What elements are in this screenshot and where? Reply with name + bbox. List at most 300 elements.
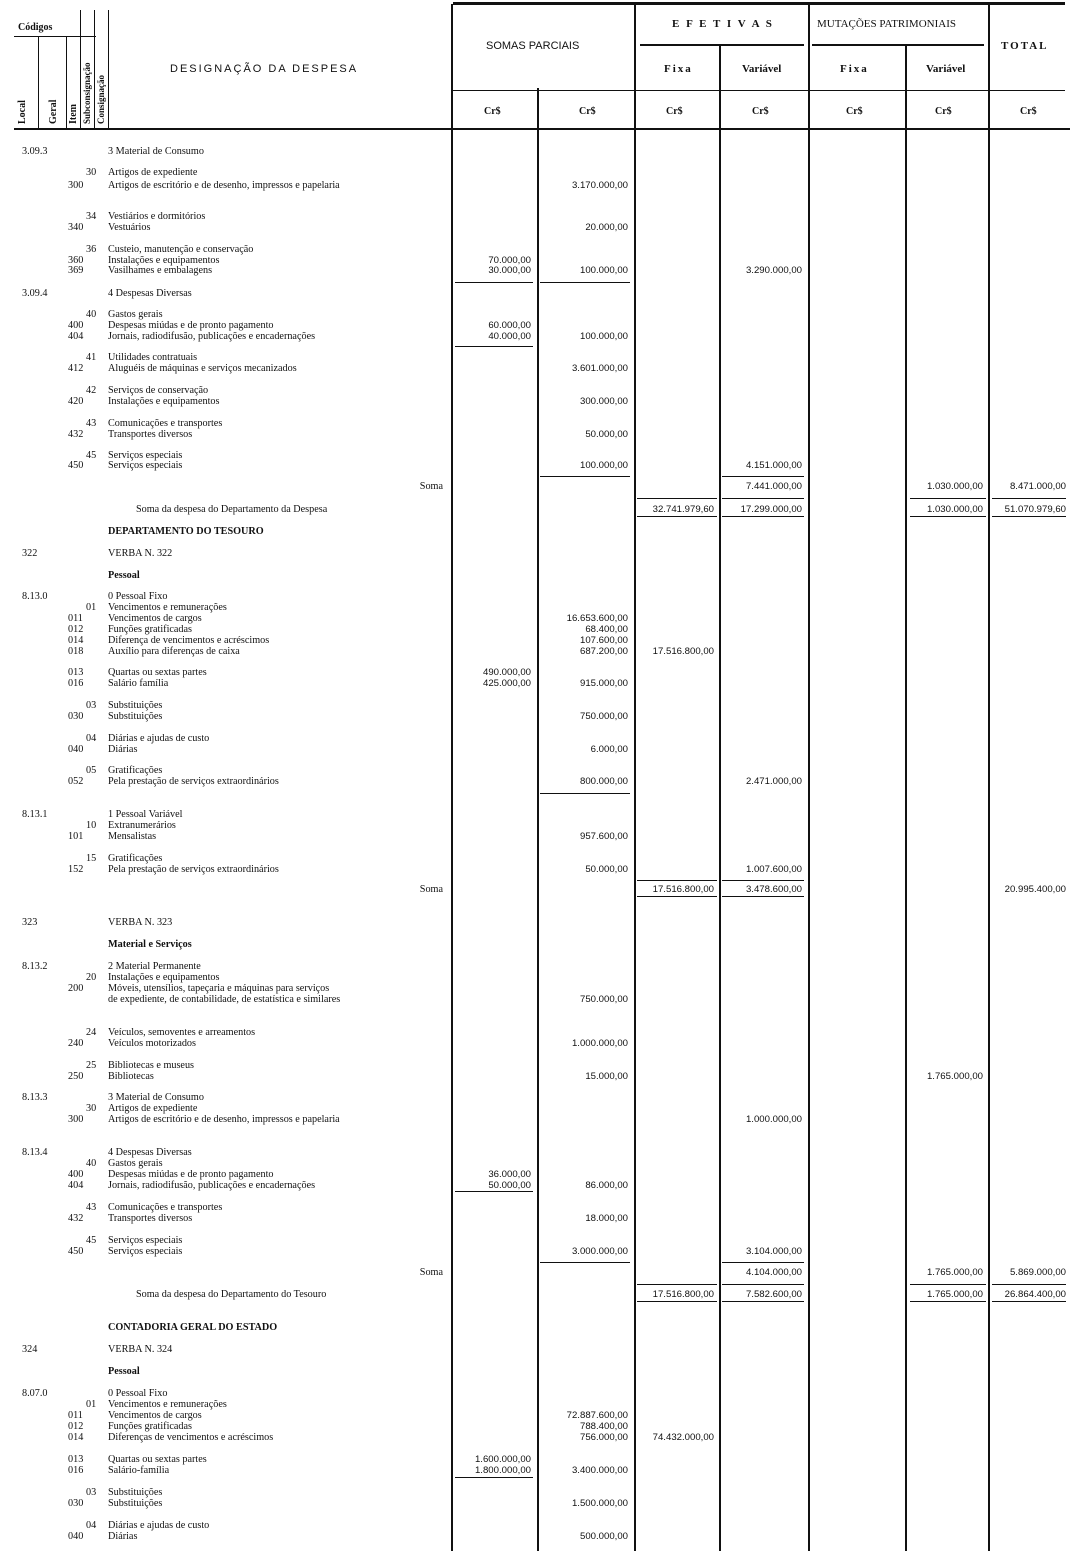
- code-line-4: [94, 10, 95, 128]
- amount-c1: 1.800.000,00: [474, 1465, 531, 1476]
- item-code: 152: [68, 864, 84, 875]
- sum-rule: [910, 516, 986, 517]
- row-description: VERBA N. 324: [108, 1344, 173, 1355]
- item-code: 400: [68, 320, 84, 331]
- table-row: [0, 1344, 1092, 1355]
- item-code: 018: [68, 646, 84, 657]
- local-code: 8.13.2: [22, 961, 48, 972]
- sum-rule: [910, 1284, 986, 1285]
- sum-rule: [910, 1301, 986, 1302]
- table-row: [0, 1071, 1092, 1082]
- row-description: Material e Serviços: [108, 939, 192, 950]
- row-description: 2 Material Permanente: [108, 961, 201, 972]
- item-code: 30: [86, 1103, 97, 1114]
- sum-rule: [992, 498, 1066, 499]
- local-code: 8.13.1: [22, 809, 48, 820]
- amount-c2: 915.000,00: [579, 678, 628, 689]
- item-code: 013: [68, 1454, 84, 1465]
- mutacoes-header: MUTAÇÕES PATRIMONIAIS: [817, 18, 956, 30]
- item-code: 369: [68, 265, 84, 276]
- row-description: Vencimentos de cargos: [108, 613, 202, 624]
- row-description: Instalações e equipamentos: [108, 972, 220, 983]
- amount-c4: 7.441.000,00: [745, 481, 802, 492]
- local-code: 3.09.4: [22, 288, 48, 299]
- row-description: Salário-família: [108, 1465, 170, 1476]
- item-code: 300: [68, 180, 84, 191]
- item-code: 012: [68, 1421, 84, 1432]
- row-description: 3 Material de Consumo: [108, 1092, 204, 1103]
- table-row: [0, 1027, 1092, 1038]
- table-row: [0, 624, 1092, 635]
- table-row: [0, 1487, 1092, 1498]
- row-description: VERBA N. 323: [108, 917, 173, 928]
- local-code: 3.09.3: [22, 146, 48, 157]
- table-row: [0, 396, 1092, 407]
- item-code: 04: [86, 1520, 97, 1531]
- table-row: [0, 1038, 1092, 1049]
- table-row: [0, 678, 1092, 689]
- amount-c2: 86.000,00: [585, 1180, 628, 1191]
- table-row: [0, 602, 1092, 613]
- sum-rule: [637, 880, 717, 881]
- row-description: Serviços especiais: [108, 460, 183, 471]
- table-row: [0, 864, 1092, 875]
- row-description: Substituições: [108, 700, 163, 711]
- table-row: [0, 570, 1092, 581]
- amount-c6: 1.765.000,00: [926, 1289, 983, 1300]
- item-code: 10: [86, 820, 97, 831]
- currency-c4: Cr$: [752, 106, 769, 117]
- item-code: 011: [68, 1410, 83, 1421]
- sum-rule: [637, 516, 717, 517]
- table-row: [0, 1322, 1092, 1333]
- row-description: Comunicações e transportes: [108, 1202, 223, 1213]
- table-row: [0, 820, 1092, 831]
- table-row: [0, 211, 1092, 222]
- amount-c1: 425.000,00: [482, 678, 531, 689]
- variavel-header: Variável: [742, 63, 782, 75]
- row-description: 0 Pessoal Fixo: [108, 591, 168, 602]
- row-description: Transportes diversos: [108, 1213, 193, 1224]
- item-code: 101: [68, 831, 84, 842]
- row-description: Bibliotecas e museus: [108, 1060, 195, 1071]
- amount-c2: 100.000,00: [579, 265, 628, 276]
- row-description: Soma: [419, 1267, 443, 1278]
- table-row: [0, 613, 1092, 624]
- item-code: 040: [68, 744, 84, 755]
- row-description: Bibliotecas: [108, 1071, 154, 1082]
- row-description: Funções gratificadas: [108, 1421, 193, 1432]
- table-row: [0, 1180, 1092, 1191]
- row-description: Gratificações: [108, 853, 163, 864]
- table-row: [0, 385, 1092, 396]
- row-description: Instalações e equipamentos: [108, 255, 220, 266]
- amount-c7: 20.995.400,00: [1004, 884, 1066, 895]
- amount-c7: 5.869.000,00: [1009, 1267, 1066, 1278]
- table-row: [0, 331, 1092, 342]
- table-row: [0, 972, 1092, 983]
- row-description: Gratificações: [108, 765, 163, 776]
- amount-c2: 800.000,00: [579, 776, 628, 787]
- row-description: Serviços especiais: [108, 1246, 183, 1257]
- amount-c1: 1.600.000,00: [474, 1454, 531, 1465]
- sum-rule: [722, 1284, 804, 1285]
- item-code: 45: [86, 450, 97, 461]
- row-description: Serviços especiais: [108, 1235, 183, 1246]
- table-row: [0, 1267, 1092, 1278]
- table-row: [0, 1169, 1092, 1180]
- sum-rule: [722, 1262, 804, 1263]
- amount-c2: 100.000,00: [579, 331, 628, 342]
- amount-c2: 750.000,00: [579, 711, 628, 722]
- row-description: Vencimentos de cargos: [108, 1410, 202, 1421]
- sum-rule: [455, 1477, 533, 1478]
- table-row: [0, 884, 1092, 895]
- amount-c2: 3.170.000,00: [571, 180, 628, 191]
- table-row: [0, 1235, 1092, 1246]
- amount-c7: 51.070.979,60: [1004, 504, 1066, 515]
- table-row: [0, 1410, 1092, 1421]
- item-code: 420: [68, 396, 84, 407]
- table-row: [0, 460, 1092, 471]
- local-code: 8.07.0: [22, 1388, 48, 1399]
- item-code: 016: [68, 678, 84, 689]
- row-description: Pessoal: [108, 570, 140, 581]
- row-description: Móveis, utensílios, tapeçaria e máquinas para serviços: [108, 983, 330, 994]
- row-description: Gastos gerais: [108, 309, 163, 320]
- row-description: de expediente, de contabilidade, de estatística e similares: [108, 994, 341, 1005]
- table-row: [0, 1465, 1092, 1476]
- row-description: Artigos de expediente: [108, 167, 198, 178]
- mutacoes-rule: [812, 44, 984, 46]
- amount-c3: 17.516.800,00: [652, 884, 714, 895]
- local-code: 8.13.4: [22, 1147, 48, 1158]
- efetivas-header: E F E T I V A S: [672, 18, 774, 30]
- amount-c2: 3.601.000,00: [571, 363, 628, 374]
- header-bottom-rule: [14, 128, 1070, 130]
- table-row: [0, 591, 1092, 602]
- table-row: [0, 776, 1092, 787]
- row-description: Veículos, semoventes e arreamentos: [108, 1027, 256, 1038]
- table-row: [0, 288, 1092, 299]
- amount-c4: 7.582.600,00: [745, 1289, 802, 1300]
- table-row: [0, 1421, 1092, 1432]
- amount-c1: 40.000,00: [488, 331, 531, 342]
- row-description: Pela prestação de serviços extraordinários: [108, 776, 279, 787]
- table-row: [0, 733, 1092, 744]
- currency-c6: Cr$: [935, 106, 952, 117]
- sum-rule: [722, 516, 804, 517]
- row-description: Soma da despesa do Departamento do Tesouro: [136, 1289, 327, 1300]
- item-code: 30: [86, 167, 97, 178]
- item-code: 300: [68, 1114, 84, 1125]
- sum-rule: [910, 498, 986, 499]
- sum-rule: [540, 282, 630, 283]
- row-description: Funções gratificadas: [108, 624, 193, 635]
- table-row: [0, 635, 1092, 646]
- currency-rule: [453, 90, 1065, 91]
- row-description: Substituições: [108, 1487, 163, 1498]
- amount-c2: 3.000.000,00: [571, 1246, 628, 1257]
- designacao-header: DESIGNAÇÃO DA DESPESA: [170, 63, 359, 75]
- row-description: Diárias e ajudas de custo: [108, 733, 210, 744]
- row-description: Artigos de escritório e de desenho, impressos e papelaria: [108, 1114, 340, 1125]
- table-row: [0, 167, 1092, 178]
- local-code: 8.13.0: [22, 591, 48, 602]
- amount-c6: 1.030.000,00: [926, 481, 983, 492]
- table-row: [0, 994, 1092, 1005]
- amount-c2: 16.653.600,00: [566, 613, 628, 624]
- amount-c2: 788.400,00: [579, 1421, 628, 1432]
- amount-c3: 17.516.800,00: [652, 1289, 714, 1300]
- row-description: Transportes diversos: [108, 429, 193, 440]
- sum-rule: [637, 1284, 717, 1285]
- sum-rule: [455, 346, 533, 347]
- table-row: [0, 265, 1092, 276]
- table-row: [0, 526, 1092, 537]
- item-code: 404: [68, 1180, 84, 1191]
- item-code: 040: [68, 1531, 84, 1542]
- row-description: Instalações e equipamentos: [108, 396, 220, 407]
- table-row: [0, 1103, 1092, 1114]
- amount-c4: 1.007.600,00: [745, 864, 802, 875]
- row-description: Diárias: [108, 1531, 138, 1542]
- item-code: 40: [86, 309, 97, 320]
- table-row: [0, 1520, 1092, 1531]
- amount-c6: 1.765.000,00: [926, 1267, 983, 1278]
- table-row: [0, 481, 1092, 492]
- amount-c4: 4.104.000,00: [745, 1267, 802, 1278]
- table-row: [0, 429, 1092, 440]
- sum-rule: [992, 1301, 1066, 1302]
- code-line-5: [108, 10, 109, 128]
- item-code: 052: [68, 776, 84, 787]
- row-description: Quartas ou sextas partes: [108, 1454, 207, 1465]
- table-row: [0, 309, 1092, 320]
- item-code: 24: [86, 1027, 97, 1038]
- item-code: 41: [86, 352, 97, 363]
- item-code: 43: [86, 1202, 97, 1213]
- table-row: [0, 1531, 1092, 1542]
- row-description: Vencimentos e remunerações: [108, 1399, 227, 1410]
- amount-c2: 50.000,00: [585, 429, 628, 440]
- table-row: [0, 1432, 1092, 1443]
- row-description: Salário família: [108, 678, 169, 689]
- amount-c4: 17.299.000,00: [740, 504, 802, 515]
- amount-c2: 300.000,00: [579, 396, 628, 407]
- consignacao-label: Consignação: [96, 74, 106, 124]
- amount-c2: 15.000,00: [585, 1071, 628, 1082]
- sum-rule: [540, 1262, 630, 1263]
- sum-rule: [992, 1284, 1066, 1285]
- table-row: [0, 418, 1092, 429]
- table-row: [0, 244, 1092, 255]
- subconsignacao-label: Subconsignação: [82, 62, 92, 124]
- item-code: 04: [86, 733, 97, 744]
- amount-c4: 3.478.600,00: [745, 884, 802, 895]
- total-header: TOTAL: [1001, 40, 1049, 52]
- sum-rule: [722, 498, 804, 499]
- amount-c1: 36.000,00: [488, 1169, 531, 1180]
- amount-c2: 750.000,00: [579, 994, 628, 1005]
- row-description: Vencimentos e remunerações: [108, 602, 227, 613]
- code-line-1: [38, 36, 39, 128]
- item-code: 20: [86, 972, 97, 983]
- amount-c1: 50.000,00: [488, 1180, 531, 1191]
- amount-c2: 72.887.600,00: [566, 1410, 628, 1421]
- amount-c6: 1.765.000,00: [926, 1071, 983, 1082]
- sum-rule: [992, 516, 1066, 517]
- sum-rule: [637, 498, 717, 499]
- row-description: Gastos gerais: [108, 1158, 163, 1169]
- row-description: Substituições: [108, 711, 163, 722]
- amount-c1: 490.000,00: [482, 667, 531, 678]
- amount-c6: 1.030.000,00: [926, 504, 983, 515]
- table-row: [0, 939, 1092, 950]
- item-code: 05: [86, 765, 97, 776]
- table-row: [0, 961, 1092, 972]
- item-code: 45: [86, 1235, 97, 1246]
- item-code: 012: [68, 624, 84, 635]
- variavel2-header: Variável: [926, 63, 966, 75]
- codigos-rule: [14, 36, 96, 37]
- table-row: [0, 711, 1092, 722]
- table-row: [0, 1399, 1092, 1410]
- row-description: Diárias: [108, 744, 138, 755]
- sum-rule: [637, 896, 717, 897]
- amount-c3: 32.741.979,60: [652, 504, 714, 515]
- row-description: Vasilhames e embalagens: [108, 265, 213, 276]
- row-description: DEPARTAMENTO DO TESOURO: [108, 526, 264, 537]
- table-row: [0, 1366, 1092, 1377]
- row-description: Soma: [419, 481, 443, 492]
- amount-c4: 4.151.000,00: [745, 460, 802, 471]
- item-code: 450: [68, 460, 84, 471]
- amount-c1: 60.000,00: [488, 320, 531, 331]
- row-description: Despesas miúdas e de pronto pagamento: [108, 320, 274, 331]
- row-description: Artigos de expediente: [108, 1103, 198, 1114]
- currency-c1: Cr$: [484, 106, 501, 117]
- row-description: 0 Pessoal Fixo: [108, 1388, 168, 1399]
- table-row: [0, 1147, 1092, 1158]
- row-description: CONTADORIA GERAL DO ESTADO: [108, 1322, 278, 1333]
- code-line-2: [66, 36, 67, 128]
- amount-c2: 107.600,00: [579, 635, 628, 646]
- local-code: 323: [22, 917, 38, 928]
- item-code: 40: [86, 1158, 97, 1169]
- row-description: Custeio, manutenção e conservação: [108, 244, 254, 255]
- table-row: [0, 853, 1092, 864]
- row-description: Pela prestação de serviços extraordinários: [108, 864, 279, 875]
- row-description: VERBA N. 322: [108, 548, 173, 559]
- amount-c2: 6.000,00: [590, 744, 628, 755]
- sum-rule: [637, 1301, 717, 1302]
- currency-c7: Cr$: [1020, 106, 1037, 117]
- table-row: [0, 831, 1092, 842]
- item-code: 030: [68, 711, 84, 722]
- top-rule: [453, 2, 1065, 5]
- local-code: 324: [22, 1344, 38, 1355]
- amount-c4: 3.290.000,00: [745, 265, 802, 276]
- item-code: 42: [86, 385, 97, 396]
- table-row: [0, 809, 1092, 820]
- item-code: 030: [68, 1498, 84, 1509]
- row-description: Comunicações e transportes: [108, 418, 223, 429]
- amount-c4: 2.471.000,00: [745, 776, 802, 787]
- local-label: Local: [17, 100, 28, 124]
- amount-c7: 8.471.000,00: [1009, 481, 1066, 492]
- row-description: 4 Despesas Diversas: [108, 288, 192, 299]
- table-row: [0, 1388, 1092, 1399]
- row-description: Despesas miúdas e de pronto pagamento: [108, 1169, 274, 1180]
- row-description: Serviços especiais: [108, 450, 183, 461]
- amount-c1: 70.000,00: [488, 255, 531, 266]
- row-description: Pessoal: [108, 1366, 140, 1377]
- row-description: Jornais, radiodifusão, publicações e encadernações: [108, 331, 316, 342]
- code-line-3: [80, 10, 81, 128]
- row-description: Mensalistas: [108, 831, 157, 842]
- table-row: [0, 1289, 1092, 1300]
- row-description: Diferença de vencimentos e acréscimos: [108, 635, 270, 646]
- amount-c2: 18.000,00: [585, 1213, 628, 1224]
- table-row: [0, 548, 1092, 559]
- item-code: 340: [68, 222, 84, 233]
- item-code: 03: [86, 700, 97, 711]
- row-description: 4 Despesas Diversas: [108, 1147, 192, 1158]
- sum-rule: [722, 476, 804, 477]
- item-code: 250: [68, 1071, 84, 1082]
- currency-c2: Cr$: [579, 106, 596, 117]
- amount-c2: 20.000,00: [585, 222, 628, 233]
- sum-rule: [455, 1191, 533, 1192]
- row-description: Veículos motorizados: [108, 1038, 196, 1049]
- table-row: [0, 1246, 1092, 1257]
- amount-c7: 26.864.400,00: [1004, 1289, 1066, 1300]
- table-row: [0, 765, 1092, 776]
- amount-c2: 3.400.000,00: [571, 1465, 628, 1476]
- table-row: [0, 1213, 1092, 1224]
- amount-c3: 17.516.800,00: [652, 646, 714, 657]
- row-description: Soma: [419, 884, 443, 895]
- row-description: 1 Pessoal Variável: [108, 809, 183, 820]
- amount-c2: 50.000,00: [585, 864, 628, 875]
- item-code: 01: [86, 1399, 97, 1410]
- sum-rule: [540, 793, 630, 794]
- row-description: Substituições: [108, 1498, 163, 1509]
- amount-c2: 1.500.000,00: [571, 1498, 628, 1509]
- table-row: [0, 1060, 1092, 1071]
- item-code: 450: [68, 1246, 84, 1257]
- row-description: Serviços de conservação: [108, 385, 209, 396]
- item-code: 016: [68, 1465, 84, 1476]
- table-row: [0, 363, 1092, 374]
- item-code: 432: [68, 429, 84, 440]
- sum-rule: [455, 282, 533, 283]
- local-code: 322: [22, 548, 38, 559]
- table-row: [0, 320, 1092, 331]
- row-description: Diferenças de vencimentos e acréscimos: [108, 1432, 274, 1443]
- item-code: 03: [86, 1487, 97, 1498]
- item-code: 15: [86, 853, 97, 864]
- codigos-label: Códigos: [18, 22, 53, 33]
- efetivas-rule: [640, 44, 804, 46]
- amount-c4: 3.104.000,00: [745, 1246, 802, 1257]
- item-code: 240: [68, 1038, 84, 1049]
- row-description: Vestuários: [108, 222, 151, 233]
- row-description: Quartas ou sextas partes: [108, 667, 207, 678]
- fixa-header: Fixa: [664, 63, 693, 75]
- table-row: [0, 504, 1092, 515]
